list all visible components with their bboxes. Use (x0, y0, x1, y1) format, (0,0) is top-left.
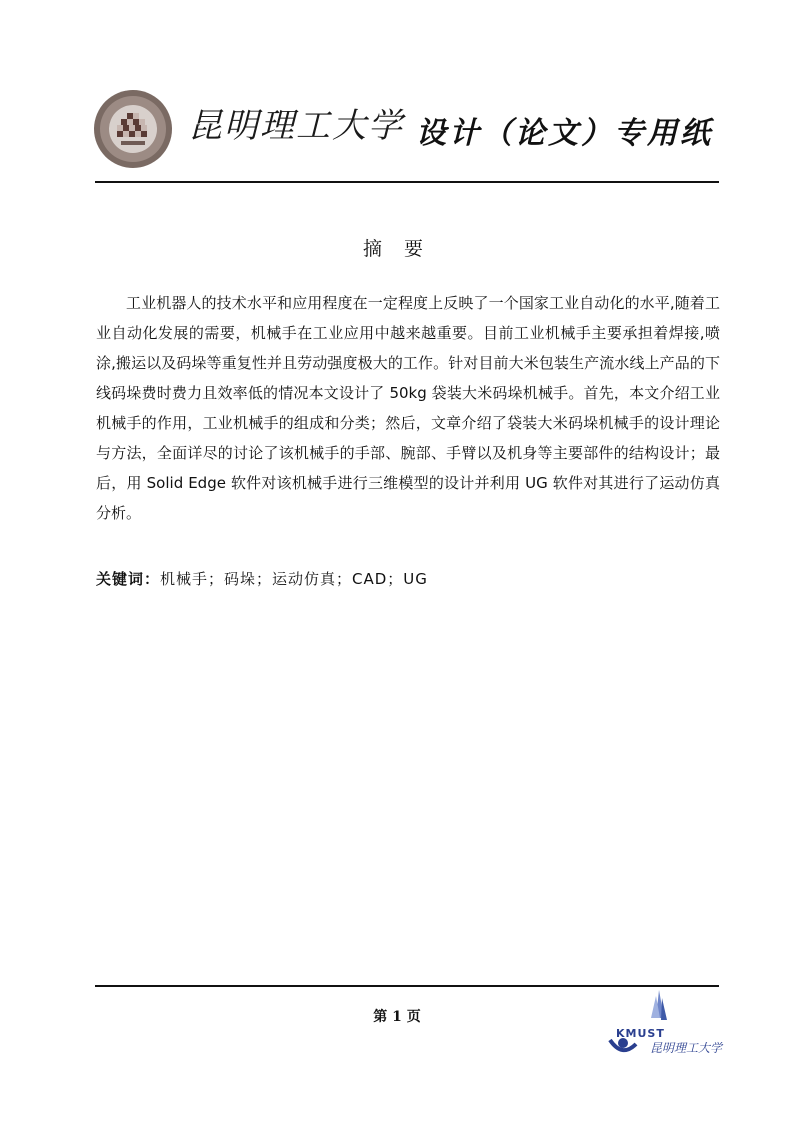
page-number: 第 1 页 (373, 1009, 421, 1025)
header-divider (95, 181, 719, 183)
university-seal-icon (93, 89, 173, 169)
footer-logo-name: 昆明理工大学 (650, 1041, 723, 1055)
abstract-body: 工业机器人的技术水平和应用程度在一定程度上反映了一个国家工业自动化的水平,随着工业自动化发展的需要，机械手在工业应用中越来越重要。目前工业机械手主要承担着焊接,喷涂,搬运以及码垛等重复性并且劳动强度极大的工作。针对目前大米包装生产流水线上产品的下线码垛费时费力且效率低的情况本文设计了 50kg 袋装大米码垛机械手。首先，本文介绍工业机械手的作用，工业机械手的组成和分类；然后，文章介绍了袋装大米码垛机械手的设计理论与方法，全面详尽的讨论了该机械手的手部、腕部、手臂以及机身等主要部件的结构设计；最后，用 Solid Edge 软件对该机械手进行三维模型的设计并利用 UG 软件对其进行了运动仿真分析。 (96, 294, 720, 522)
footer-logo-text: KMUST (616, 1027, 665, 1040)
keywords-label: 关键词： (96, 570, 161, 588)
paper-label: 设计（论文）专用纸 (416, 116, 713, 151)
keywords-values: 机械手；码垛；运动仿真；CAD；UG (160, 570, 428, 588)
page-header (0, 0, 794, 190)
university-name: 昆明理工大学 (188, 106, 404, 146)
keywords-line (96, 568, 428, 589)
footer-divider (95, 985, 719, 987)
abstract-title: 摘 要 (362, 238, 432, 260)
